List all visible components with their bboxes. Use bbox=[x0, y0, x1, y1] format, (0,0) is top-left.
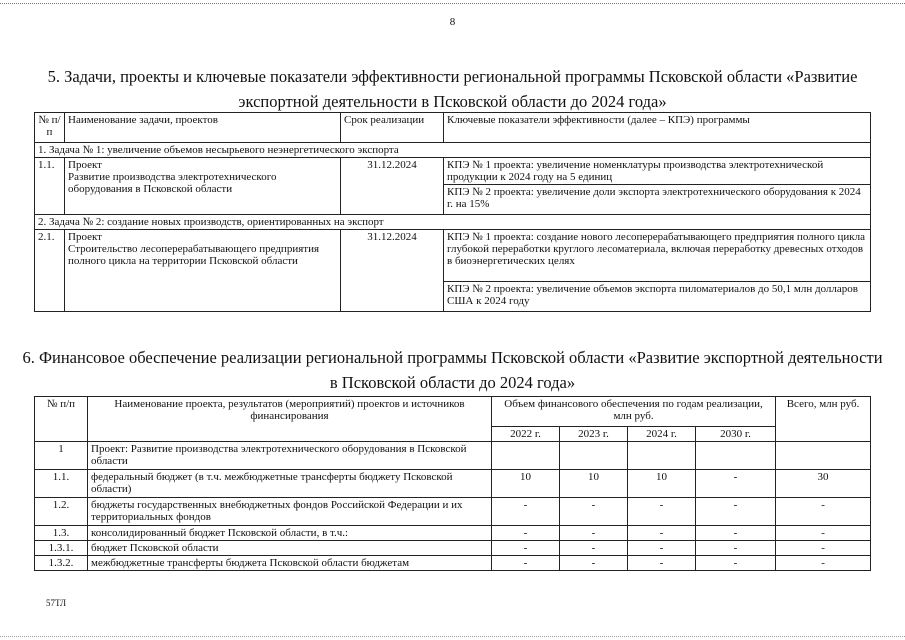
table-row bbox=[35, 541, 871, 556]
row-total: - bbox=[776, 526, 871, 541]
col-header-name: Наименование задачи, проектов bbox=[65, 113, 341, 143]
fin-header-volume: Объем финансового обеспечения по годам реализации, млн руб. bbox=[492, 397, 776, 427]
row-total: - bbox=[776, 498, 871, 526]
row-value-2030: - bbox=[696, 556, 776, 571]
row-value-2023: - bbox=[560, 526, 628, 541]
row-name: бюджеты государственных внебюджетных фондов Российской Федерации и их территориальных фондов bbox=[88, 498, 492, 526]
fin-header-total: Всего, млн руб. bbox=[776, 397, 871, 442]
fin-header-num: № п/п bbox=[35, 397, 88, 442]
row-value-2023 bbox=[560, 442, 628, 470]
row-value-2023: - bbox=[560, 541, 628, 556]
row-num: 1.3. bbox=[35, 526, 88, 541]
row-value-2022: 10 bbox=[492, 470, 560, 498]
table-row bbox=[35, 470, 871, 498]
row-name: Проект: Развитие производства электротехнического оборудования в Псковской области bbox=[88, 442, 492, 470]
task1-kpi1: КПЭ № 1 проекта: увеличение номенклатуры производства электротехнической продукции к 2024 году на 5 единиц bbox=[444, 158, 871, 185]
task1-kpi2: КПЭ № 2 проекта: увеличение доли экспорта электротехнического оборудования к 2024 г. на 15% bbox=[444, 185, 871, 215]
col-header-num: № п/п bbox=[35, 113, 65, 143]
row-num: 1 bbox=[35, 442, 88, 470]
table-row bbox=[35, 498, 871, 526]
table-row bbox=[35, 556, 871, 571]
row-value-2024: 10 bbox=[628, 470, 696, 498]
row-value-2024: - bbox=[628, 526, 696, 541]
fin-header-year-2024: 2024 г. bbox=[628, 427, 696, 442]
row-value-2030: - bbox=[696, 498, 776, 526]
row-num: 1.3.1. bbox=[35, 541, 88, 556]
task2-kpi1: КПЭ № 1 проекта: создание нового лесоперерабатывающего предприятия полного цикла глубокой переработки круглого лесоматериала, включая переработку древесных отходов в биоэнергетических целях bbox=[444, 230, 871, 282]
row-value-2023: - bbox=[560, 498, 628, 526]
row-value-2023: 10 bbox=[560, 470, 628, 498]
row-name: бюджет Псковской области bbox=[88, 541, 492, 556]
row-value-2024 bbox=[628, 442, 696, 470]
row-value-2022: - bbox=[492, 526, 560, 541]
row-name: федеральный бюджет (в т.ч. межбюджетные трансферты бюджету Псковской области) bbox=[88, 470, 492, 498]
row-total: - bbox=[776, 541, 871, 556]
row-value-2022: - bbox=[492, 541, 560, 556]
task2-title: 2. Задача № 2: создание новых производств, ориентированных на экспорт bbox=[35, 215, 871, 230]
section6-title: 6. Финансовое обеспечение реализации региональной программы Псковской области «Развитие экспортной деятельности в Псковской области до 2024 года» bbox=[22, 348, 883, 392]
fin-header-year-2023: 2023 г. bbox=[560, 427, 628, 442]
fin-header-year-2030: 2030 г. bbox=[696, 427, 776, 442]
fin-header-name: Наименование проекта, результатов (мероприятий) проектов и источников финансирования bbox=[88, 397, 492, 442]
task1-project-num: 1.1. bbox=[35, 158, 65, 215]
task2-project-num: 2.1. bbox=[35, 230, 65, 312]
col-header-kpi: Ключевые показатели эффективности (далее – КПЭ) программы bbox=[444, 113, 871, 143]
col-header-deadline: Срок реализации bbox=[341, 113, 444, 143]
row-value-2024: - bbox=[628, 556, 696, 571]
task2-kpi2: КПЭ № 2 проекта: увеличение объемов экспорта пиломатериалов до 50,1 млн долларов США к 2024 году bbox=[444, 282, 871, 312]
row-total bbox=[776, 442, 871, 470]
row-value-2022 bbox=[492, 442, 560, 470]
table-row bbox=[35, 526, 871, 541]
row-value-2022: - bbox=[492, 498, 560, 526]
task1-project-deadline: 31.12.2024 bbox=[341, 158, 444, 215]
row-name: консолидированный бюджет Псковской области, в т.ч.: bbox=[88, 526, 492, 541]
row-total: - bbox=[776, 556, 871, 571]
footer-code: 57ТЛ bbox=[46, 598, 67, 608]
tasks-table bbox=[34, 112, 871, 312]
row-name: межбюджетные трансферты бюджета Псковской области бюджетам bbox=[88, 556, 492, 571]
row-value-2030: - bbox=[696, 541, 776, 556]
task2-project-deadline: 31.12.2024 bbox=[341, 230, 444, 312]
row-num: 1.3.2. bbox=[35, 556, 88, 571]
fin-header-year-2022: 2022 г. bbox=[492, 427, 560, 442]
task1-title: 1. Задача № 1: увеличение объемов несырьевого неэнергетического экспорта bbox=[35, 143, 871, 158]
row-value-2030: - bbox=[696, 470, 776, 498]
bottom-scan-edge bbox=[0, 636, 905, 637]
row-value-2024: - bbox=[628, 498, 696, 526]
row-num: 1.1. bbox=[35, 470, 88, 498]
top-scan-edge bbox=[0, 3, 905, 4]
row-value-2022: - bbox=[492, 556, 560, 571]
table-row bbox=[35, 442, 871, 470]
section5-title: 5. Задачи, проекты и ключевые показатели эффективности региональной программы Псковской области «Развитие экспортной деятельности в Псковской области до 2024 года» bbox=[47, 67, 858, 111]
page-number: 8 bbox=[449, 16, 456, 28]
row-total: 30 bbox=[776, 470, 871, 498]
row-value-2030 bbox=[696, 442, 776, 470]
row-value-2030: - bbox=[696, 526, 776, 541]
task2-project-name: Проект Строительство лесоперерабатывающего предприятия полного цикла на территории Псковской области bbox=[65, 230, 341, 312]
finance-table bbox=[34, 396, 871, 571]
row-value-2024: - bbox=[628, 541, 696, 556]
row-num: 1.2. bbox=[35, 498, 88, 526]
row-value-2023: - bbox=[560, 556, 628, 571]
task1-project-name: Проект Развитие производства электротехнического оборудования в Псковской области bbox=[65, 158, 341, 215]
